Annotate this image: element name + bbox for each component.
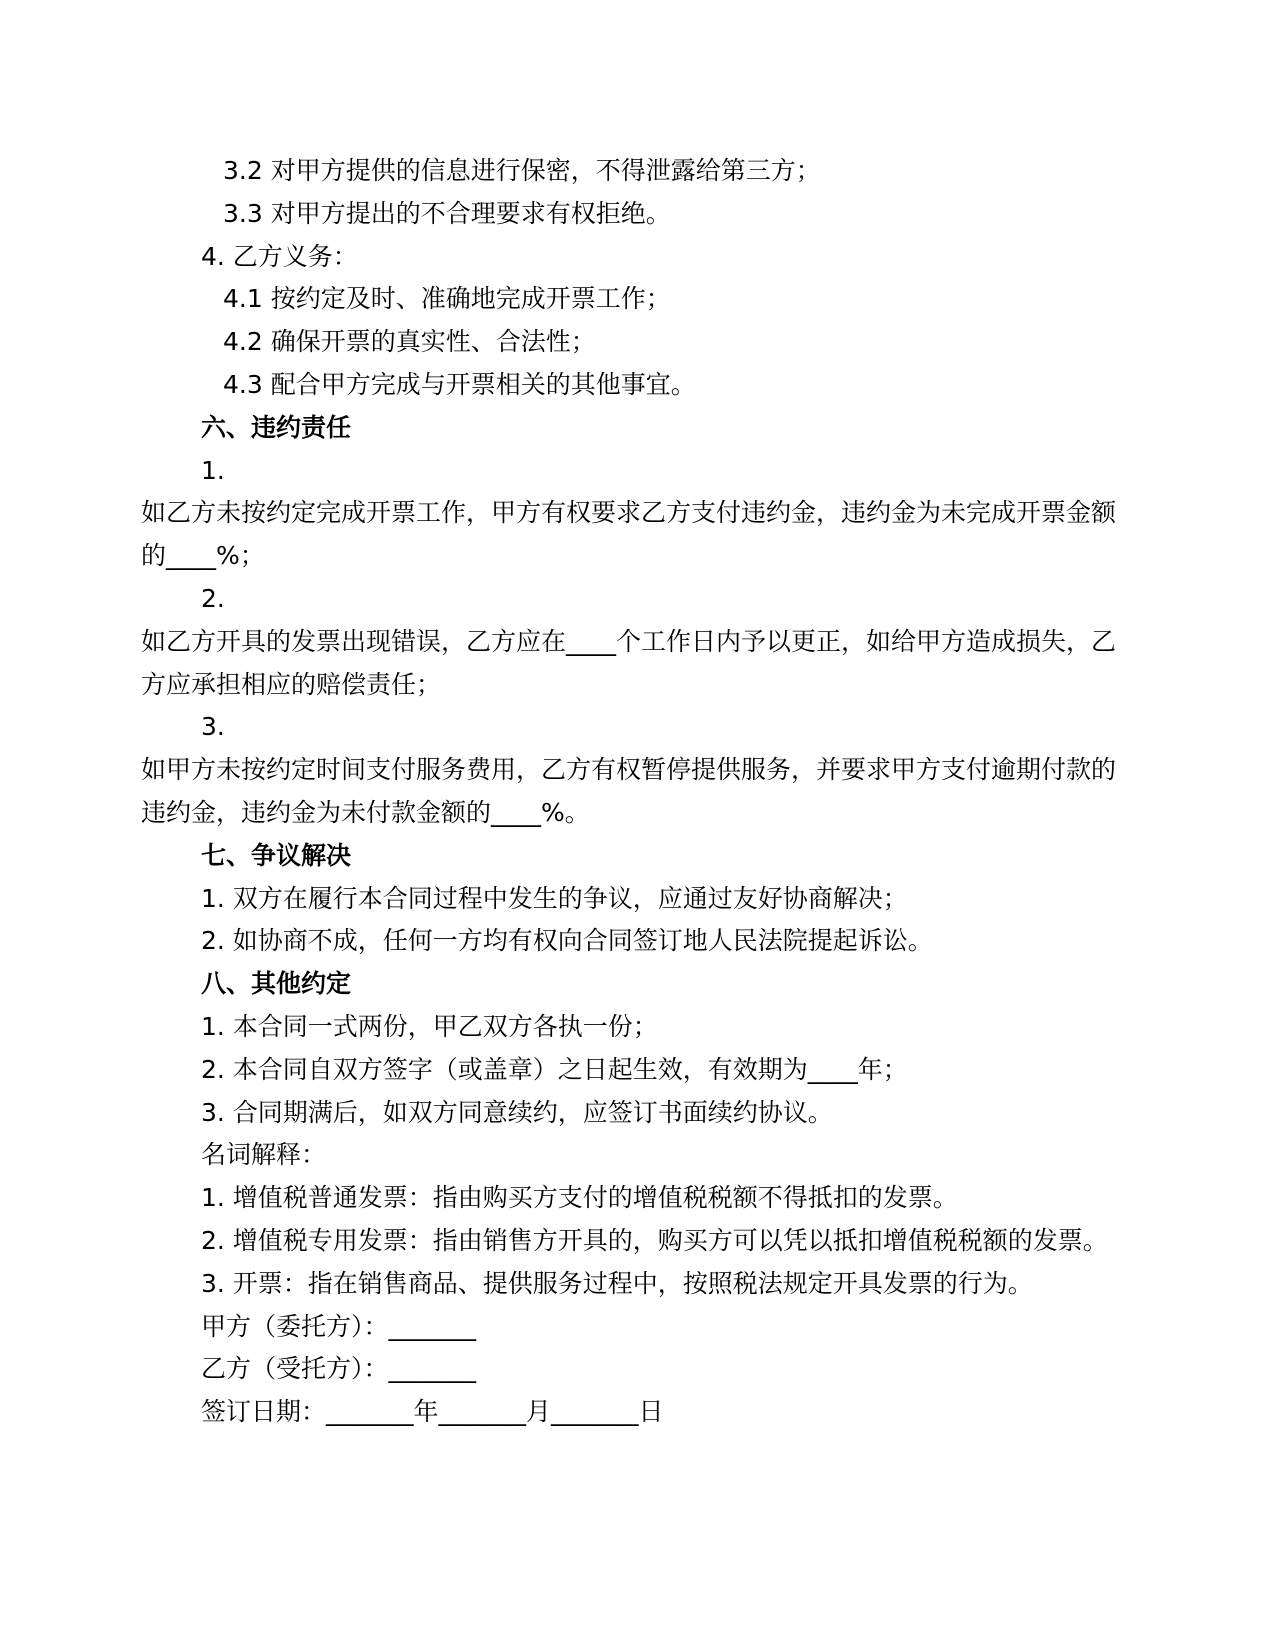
document-body [141,150,1145,1434]
document-line: 4.1 按约定及时、准确地完成开票工作； [223,284,671,314]
document-line: 2. 增值税专用发票：指由销售方开具的，购买方可以凭以抵扣增值税税额的发票。 [201,1225,1108,1255]
section-heading: 八、其他约定 [201,969,352,999]
document-line: 乙方（受托方）：_______ [201,1354,477,1384]
document-line: 违约金，违约金为未付款金额的____%。 [141,797,590,827]
document-line: 如乙方未按约定完成开票工作，甲方有权要求乙方支付违约金，违约金为未完成开票金额 [141,498,1117,528]
document-line: 1. 本合同一式两份，甲乙双方各执一份； [201,1011,658,1041]
document-line: 名词解释： [201,1140,327,1170]
document-line: 如乙方开具的发票出现错误，乙方应在____个工作日内予以更正，如给甲方造成损失，乙 [141,626,1117,656]
document-line: 2. [201,583,225,613]
section-heading: 七、争议解决 [201,840,352,870]
document-line: 甲方（委托方）：_______ [201,1311,477,1341]
document-line: 方应承担相应的赔偿责任； [141,669,442,699]
document-line: 4.3 配合甲方完成与开票相关的其他事宜。 [223,369,696,399]
document-line: 2. 如协商不成，任何一方均有权向合同签订地人民法院提起诉讼。 [201,926,933,956]
document-line: 1. [201,455,225,485]
section-heading: 六、违约责任 [201,412,352,442]
document-line: 的____%； [141,541,265,571]
document-line: 1. 增值税普通发票：指由购买方支付的增值税税额不得抵扣的发票。 [201,1183,958,1213]
document-line: 3. [201,712,225,742]
document-line: 3. 开票：指在销售商品、提供服务过程中，按照税法规定开具发票的行为。 [201,1268,1033,1298]
document-line: 4.2 确保开票的真实性、合法性； [223,327,596,357]
document-line: 1. 双方在履行本合同过程中发生的争议，应通过友好协商解决； [201,883,908,913]
document-line: 2. 本合同自双方签字（或盖章）之日起生效，有效期为____年； [201,1054,908,1084]
document-line: 4. 乙方义务： [201,241,358,271]
document-line: 3.3 对甲方提出的不合理要求有权拒绝。 [223,198,671,228]
document-line: 3. 合同期满后，如双方同意续约，应签订书面续约协议。 [201,1097,833,1127]
document-line: 3.2 对甲方提供的信息进行保密，不得泄露给第三方； [223,156,821,185]
document-line: 签订日期：_______年_______月_______日 [201,1397,664,1427]
document-line: 如甲方未按约定时间支付服务费用，乙方有权暂停提供服务，并要求甲方支付逾期付款的 [141,755,1117,785]
